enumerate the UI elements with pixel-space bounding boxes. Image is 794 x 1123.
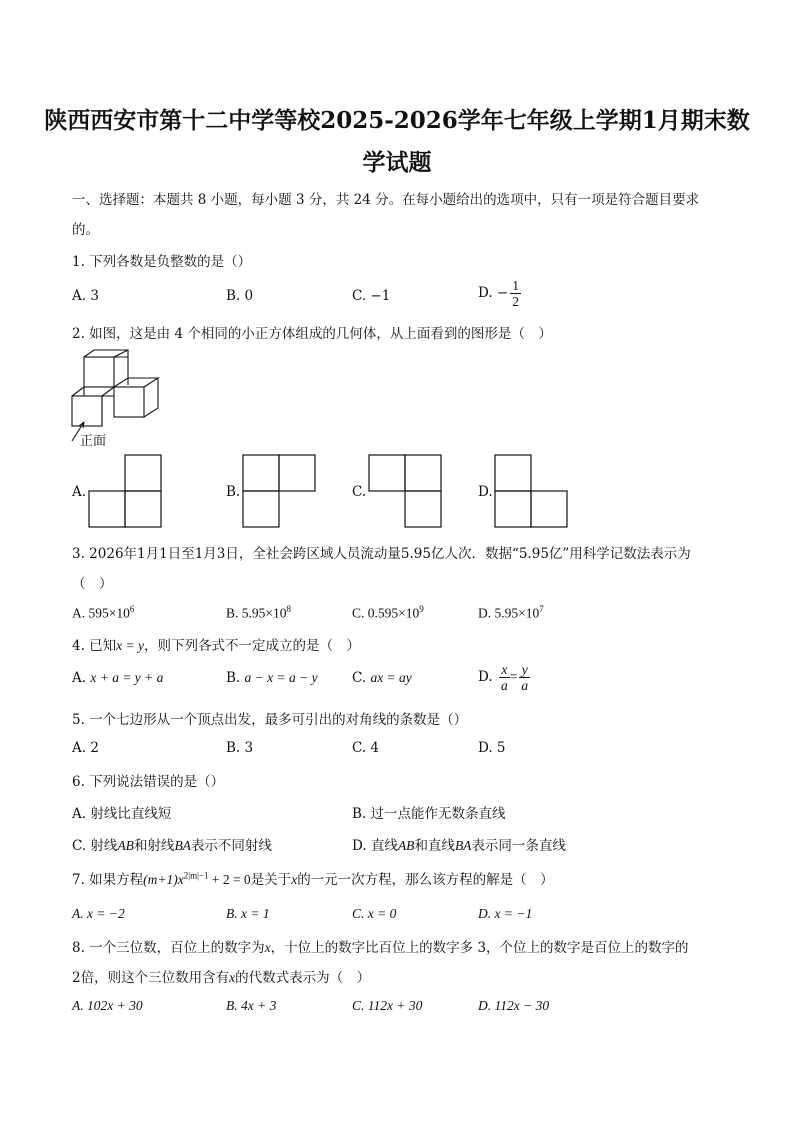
q2-option-d-figure bbox=[494, 454, 570, 528]
cube-solid-figure bbox=[68, 348, 168, 428]
q4-a-math: x + a = y + a bbox=[90, 670, 164, 685]
q1-d-numerator: 1 bbox=[512, 278, 519, 293]
q7-stem bbox=[72, 868, 554, 888]
q6-d-ba: BA bbox=[454, 838, 472, 853]
q4-c-math: ax = ay bbox=[370, 670, 412, 685]
q3-b-base: B. 5.95×10 bbox=[226, 605, 287, 621]
q5-option-d: D. 5 bbox=[478, 740, 506, 756]
q7-stem-math: (m+1)x bbox=[143, 872, 184, 887]
q5-option-b: B. 3 bbox=[226, 740, 254, 756]
q4-d-label: D. bbox=[478, 669, 493, 685]
q4-option-c bbox=[352, 670, 412, 686]
q5-stem: 5. 一个七边形从一个顶点出发，最多可引出的对角线的条数是（） bbox=[72, 712, 468, 728]
q7-stem-exp: 2|m|−1 bbox=[183, 870, 209, 881]
q4-d-den1: a bbox=[500, 678, 508, 693]
q4-d-fraction-right bbox=[519, 662, 530, 693]
q7-stem-post: 的一元一次方程，那么该方程的解是（ ） bbox=[297, 872, 554, 888]
q4-option-b bbox=[226, 670, 318, 686]
q2-option-c-label: C. bbox=[352, 484, 367, 500]
q8-option-c: C. 112x + 30 bbox=[352, 998, 423, 1013]
q2-option-b-label: B. bbox=[226, 484, 241, 500]
q1-option-a: A. 3 bbox=[72, 288, 99, 304]
q4-stem-post: ，则下列各式不一定成立的是（ ） bbox=[144, 638, 361, 654]
q2-option-d-label: D. bbox=[478, 484, 493, 500]
q1-option-d-prefix: D. − bbox=[478, 285, 509, 301]
q4-d-num1: x bbox=[499, 662, 510, 678]
q2-option-b-figure bbox=[242, 454, 318, 528]
q3-stem-line-2: （ ） bbox=[72, 576, 113, 592]
front-view-label: 正面 bbox=[80, 434, 107, 449]
q8-stem2-x: x bbox=[229, 970, 236, 985]
q6-c-post: 表示不同射线 bbox=[190, 838, 272, 854]
q6-option-d bbox=[352, 834, 566, 854]
q7-stem-pre: 7. 如果方程 bbox=[72, 872, 144, 888]
q3-option-a bbox=[72, 604, 134, 622]
q3-option-b bbox=[226, 604, 291, 622]
q3-d-exp: 7 bbox=[539, 604, 544, 614]
q1-option-d bbox=[478, 278, 521, 309]
q5-option-c: C. 4 bbox=[352, 740, 380, 756]
q3-stem-line-1: 3. 2026年1月1日至1月3日，全社会跨区域人员流动量5.95亿人次．数据“5.95亿”用科学记数法表示为 bbox=[72, 546, 691, 562]
q6-c-ab: AB bbox=[117, 838, 134, 853]
q7-option-a: A. x = −2 bbox=[72, 906, 125, 921]
section-heading-line-2: 的。 bbox=[72, 222, 99, 238]
q4-d-num2: y bbox=[519, 662, 530, 678]
page-title bbox=[40, 100, 754, 184]
q6-c-ba: BA bbox=[174, 838, 191, 853]
q6-d-mid: 和直线 bbox=[414, 838, 455, 854]
q8-option-b: B. 4x + 3 bbox=[226, 998, 277, 1013]
q4-d-equals: = bbox=[509, 669, 518, 684]
q1-option-d-fraction bbox=[510, 278, 521, 309]
q4-b-math: a − x = a − y bbox=[244, 670, 318, 685]
title-line-1: 陕西西安市第十二中学等校2025-2026学年七年级上学期1月期末数 bbox=[44, 107, 750, 134]
q4-a-label: A. bbox=[72, 670, 87, 686]
q3-b-exp: 8 bbox=[286, 604, 291, 614]
q6-d-post: 表示同一条直线 bbox=[471, 838, 566, 854]
title-line-2: 学试题 bbox=[362, 149, 432, 176]
q4-stem-pre: 4. 已知 bbox=[72, 638, 117, 654]
section-heading-line-1: 一、选择题：本题共 8 小题，每小题 3 分，共 24 分。在每小题给出的选项中，只有一项是符合题目要求 bbox=[72, 192, 700, 208]
q7-stem-mid: 是关于 bbox=[250, 872, 292, 888]
q2-option-a-label: A. bbox=[72, 484, 87, 500]
q1-d-denominator: 2 bbox=[512, 294, 519, 309]
q8-stem1-x: x bbox=[264, 940, 271, 955]
q3-a-exp: 6 bbox=[129, 604, 135, 614]
q8-stem2-pre: 2倍，则这个三位数用含有 bbox=[72, 970, 230, 986]
q7-option-d: D. x = −1 bbox=[478, 906, 533, 921]
q8-stem1-post: ，十位上的数字比百位上的数字多 3，个位上的数字是百位上的数字的 bbox=[270, 940, 689, 956]
q4-option-a bbox=[72, 670, 163, 686]
q4-stem bbox=[72, 634, 360, 654]
q1-option-b: B. 0 bbox=[226, 288, 254, 304]
q4-d-fraction-left bbox=[499, 662, 510, 693]
q3-option-d bbox=[478, 604, 544, 622]
q3-a-base: A. 595×10 bbox=[72, 605, 130, 621]
q6-option-b: B. 过一点能作无数条直线 bbox=[352, 806, 506, 822]
q4-stem-math: x = y bbox=[116, 638, 145, 653]
q6-option-a: A. 射线比直线短 bbox=[72, 806, 172, 822]
q2-option-c-figure bbox=[368, 454, 444, 528]
q6-d-ab: AB bbox=[397, 838, 415, 853]
q8-option-d: D. 112x − 30 bbox=[478, 998, 550, 1013]
q8-stem1-pre: 8. 一个三位数，百位上的数字为 bbox=[72, 940, 265, 956]
q7-stem-math2: + 2 = 0 bbox=[208, 872, 251, 887]
q4-b-label: B. bbox=[226, 670, 241, 686]
q5-option-a: A. 2 bbox=[72, 740, 99, 756]
q6-c-mid: 和射线 bbox=[133, 838, 175, 854]
q6-stem: 6. 下列说法错误的是（） bbox=[72, 774, 225, 790]
q8-stem2-post: 的代数式表示为（ ） bbox=[235, 970, 371, 986]
q6-option-c bbox=[72, 834, 272, 854]
q8-stem-line-2 bbox=[72, 966, 370, 986]
q8-stem-line-1 bbox=[72, 936, 689, 956]
q6-d-pre: D. 直线 bbox=[352, 838, 398, 854]
q6-c-pre: C. 射线 bbox=[72, 838, 118, 854]
q3-c-base: C. 0.595×10 bbox=[352, 605, 420, 621]
q3-d-base: D. 5.95×10 bbox=[478, 605, 540, 621]
q8-option-a: A. 102x + 30 bbox=[72, 998, 143, 1013]
q3-option-c bbox=[352, 604, 424, 622]
q1-stem: 1. 下列各数是负整数的是（） bbox=[72, 254, 252, 270]
q7-stem-x: x bbox=[291, 872, 298, 887]
q1-option-c: C. −1 bbox=[352, 288, 391, 304]
q4-option-d bbox=[478, 662, 530, 693]
q2-stem: 2. 如图，这是由 4 个相同的小正方体组成的几何体，从上面看到的图形是（ ） bbox=[72, 326, 552, 342]
q2-option-a-figure bbox=[88, 454, 164, 528]
q7-option-c: C. x = 0 bbox=[352, 906, 397, 921]
q4-d-den2: a bbox=[521, 678, 529, 693]
q4-c-label: C. bbox=[352, 670, 367, 686]
q7-option-b: B. x = 1 bbox=[226, 906, 270, 921]
q3-c-exp: 9 bbox=[419, 604, 424, 614]
